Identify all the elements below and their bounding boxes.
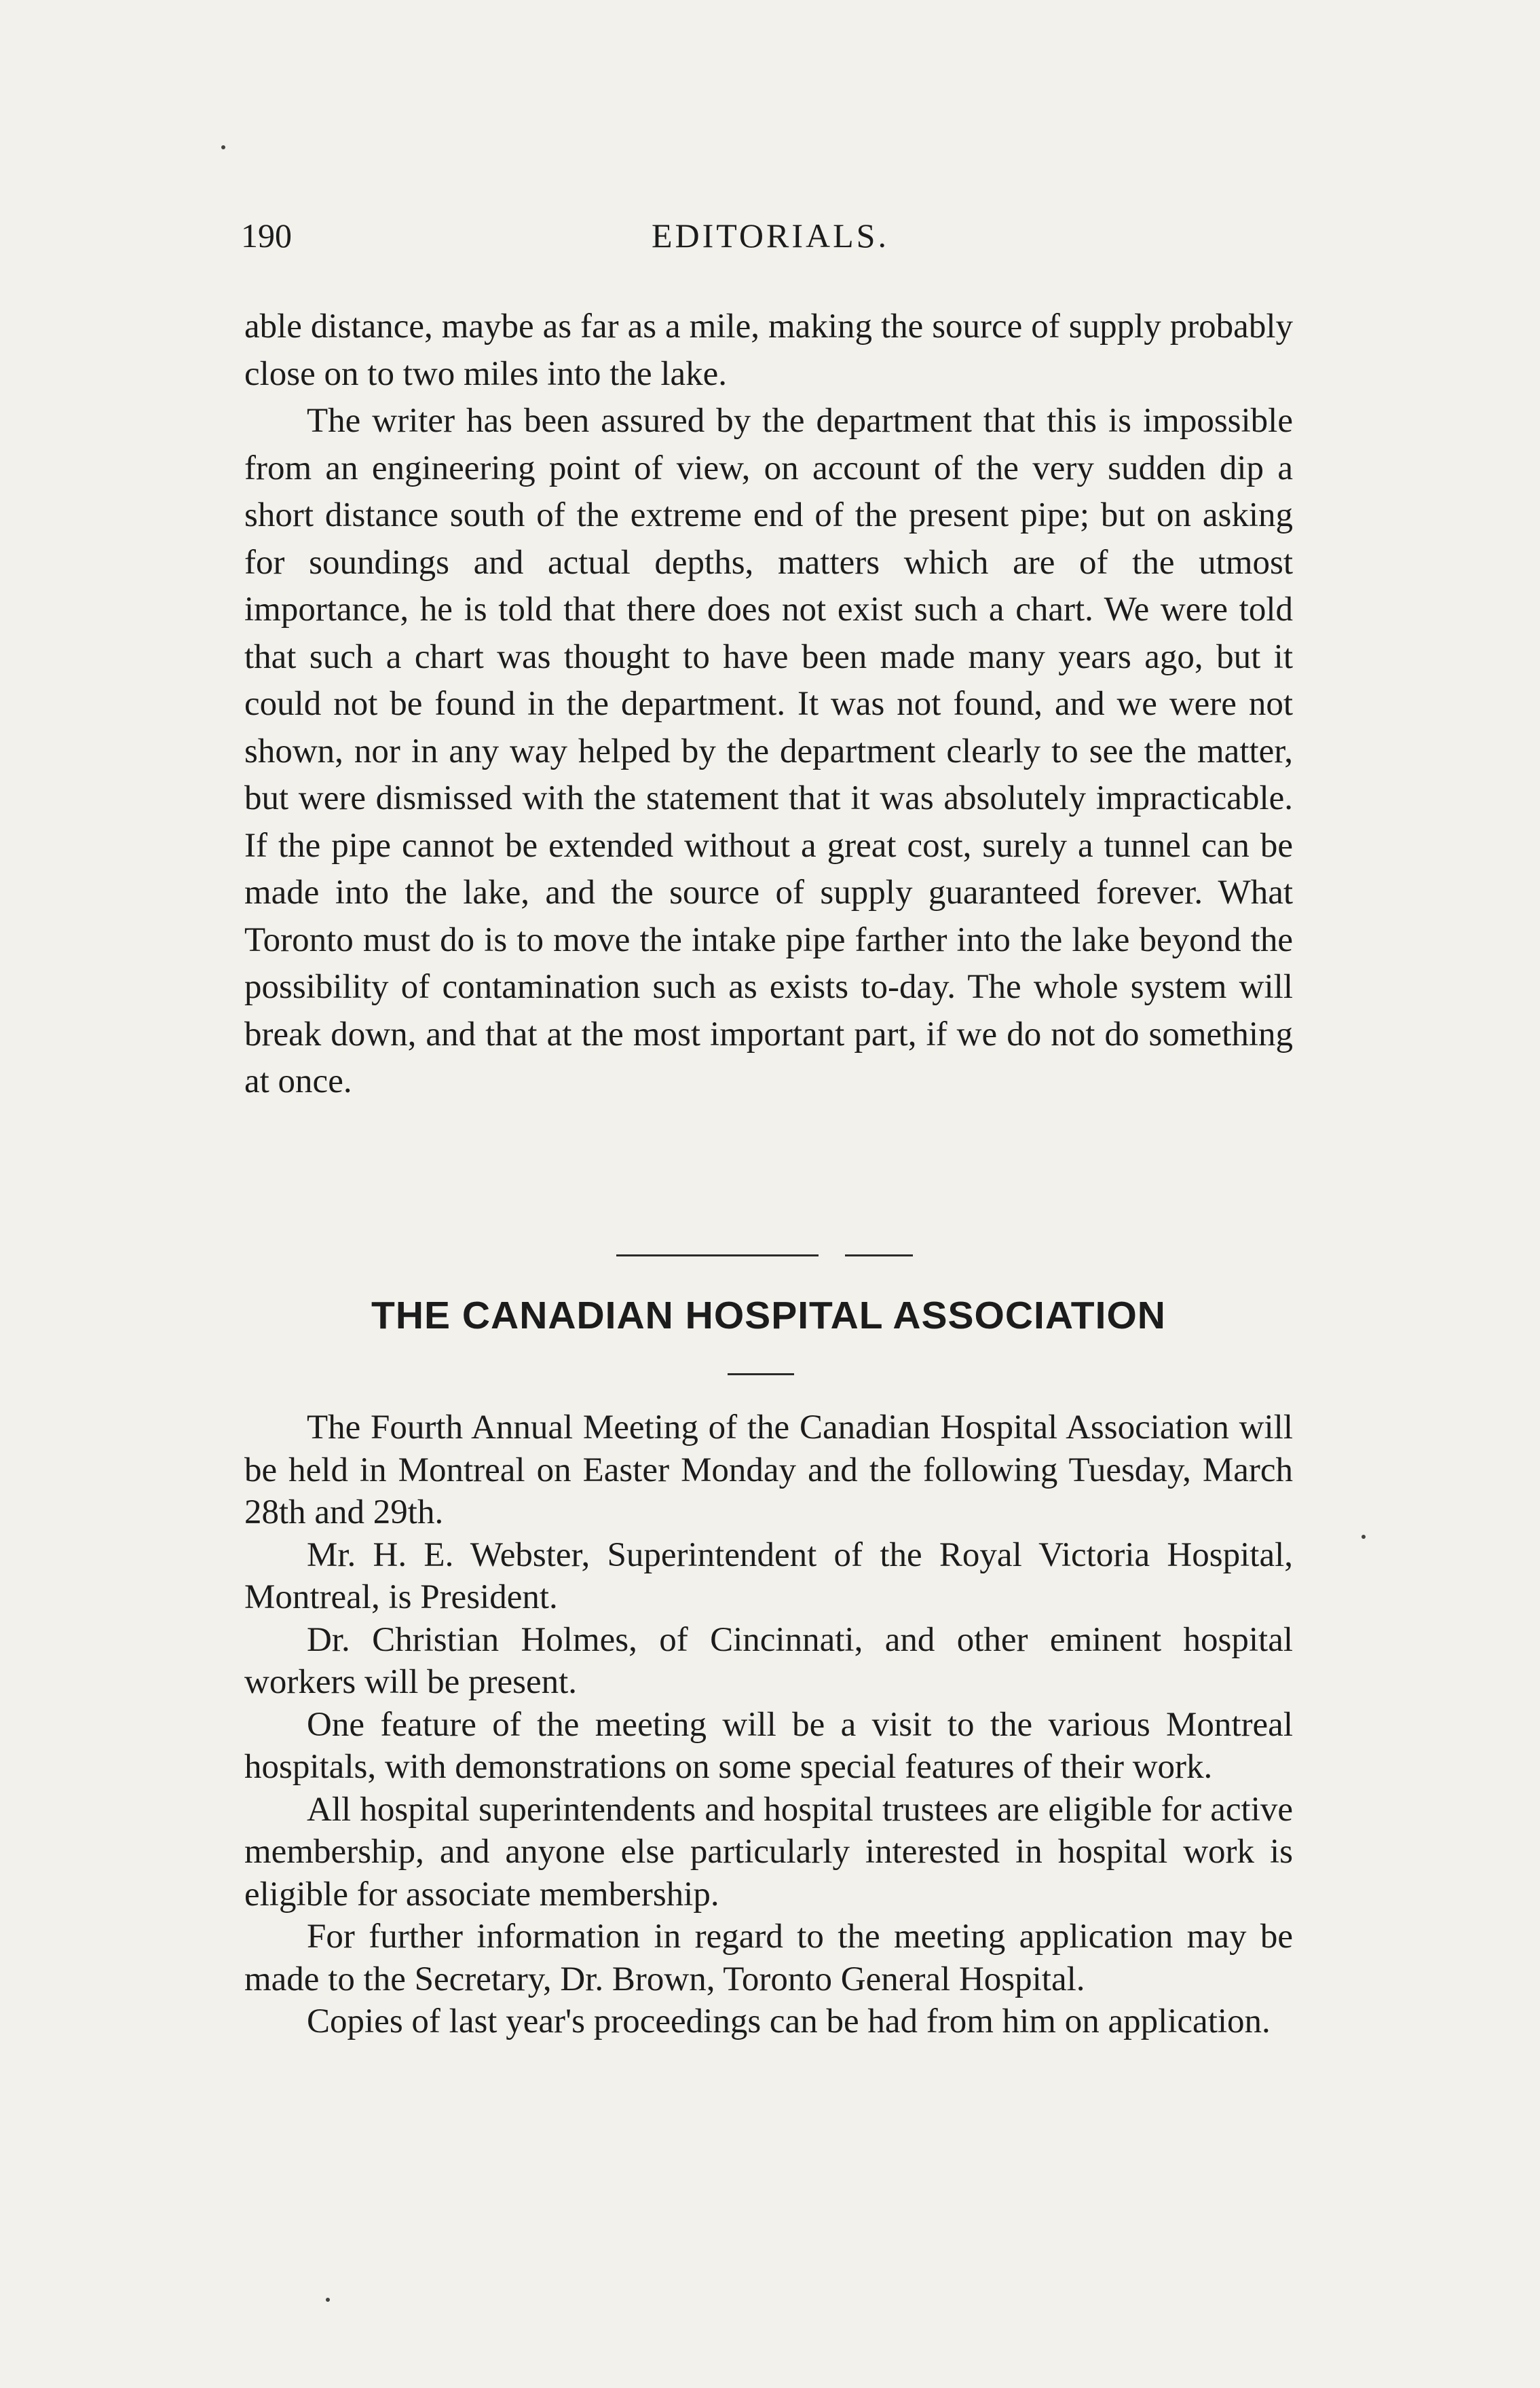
- paragraph: For further information in regard to the meeting application may be made to the Secretary, Dr. Brown, Toronto General Hospital.: [244, 1918, 1293, 1998]
- ink-speck: [221, 145, 225, 149]
- section-divider: [616, 1254, 819, 1256]
- paragraph: Copies of last year's proceedings can be had from him on application.: [307, 2002, 1271, 2040]
- title-rule: [728, 1373, 794, 1375]
- paragraph: One feature of the meeting will be a visit to the various Montreal hospitals, with demonstrations on some special features of their work.: [244, 1705, 1293, 1786]
- ink-speck: [1361, 1535, 1366, 1539]
- running-head: EDITORIALS.: [651, 217, 889, 255]
- section-divider: [845, 1254, 913, 1256]
- paragraph: The writer has been assured by the department that this is impossible from an engineering point of view, on account of the very sudden dip a short distance south of the extreme end of the present pipe; but on asking for soundings and actual depths, matters which are of the utmost importance, he is told that there does not exist such a chart. We were told that such a chart was thought to have been made many years ago, but it could not be found in the department. It was not found, and we were not shown, nor in any way helped by the department clearly to see the matter, but were dismissed with the statement that it was absolutely impracticable. If the pipe cannot be extended without a great cost, surely a tunnel can be made into the lake, and the source of supply guaranteed forever. What Toronto must do is to move the intake pipe farther into the lake beyond the possibility of contamination such as exists to-day. The whole system will break down, and that at the most important part, if we do not do something at once.: [244, 402, 1293, 1100]
- section-title: THE CANADIAN HOSPITAL ASSOCIATION: [371, 1294, 1166, 1337]
- paragraph: Mr. H. E. Webster, Superintendent of the Royal Victoria Hospital, Montreal, is President.: [244, 1535, 1293, 1616]
- paragraph: All hospital superintendents and hospital trustees are eligible for active membership, and anyone else particularly interested in hospital work is eligible for associate membership.: [244, 1790, 1293, 1914]
- page-number: 190: [241, 217, 292, 255]
- paragraph: able distance, maybe as far as a mile, making the source of supply probably close on to two miles into the lake.: [244, 307, 1293, 393]
- paragraph: The Fourth Annual Meeting of the Canadian Hospital Association will be held in Montreal on Easter Monday and the following Tuesday, March 28th and 29th.: [244, 1408, 1293, 1531]
- editorial-continued-text: [244, 303, 1293, 1106]
- ink-speck: [326, 2298, 330, 2302]
- association-notice: [244, 1406, 1293, 2043]
- page-header: [241, 216, 1300, 270]
- paragraph: Dr. Christian Holmes, of Cincinnati, and other eminent hospital workers will be present.: [244, 1620, 1293, 1701]
